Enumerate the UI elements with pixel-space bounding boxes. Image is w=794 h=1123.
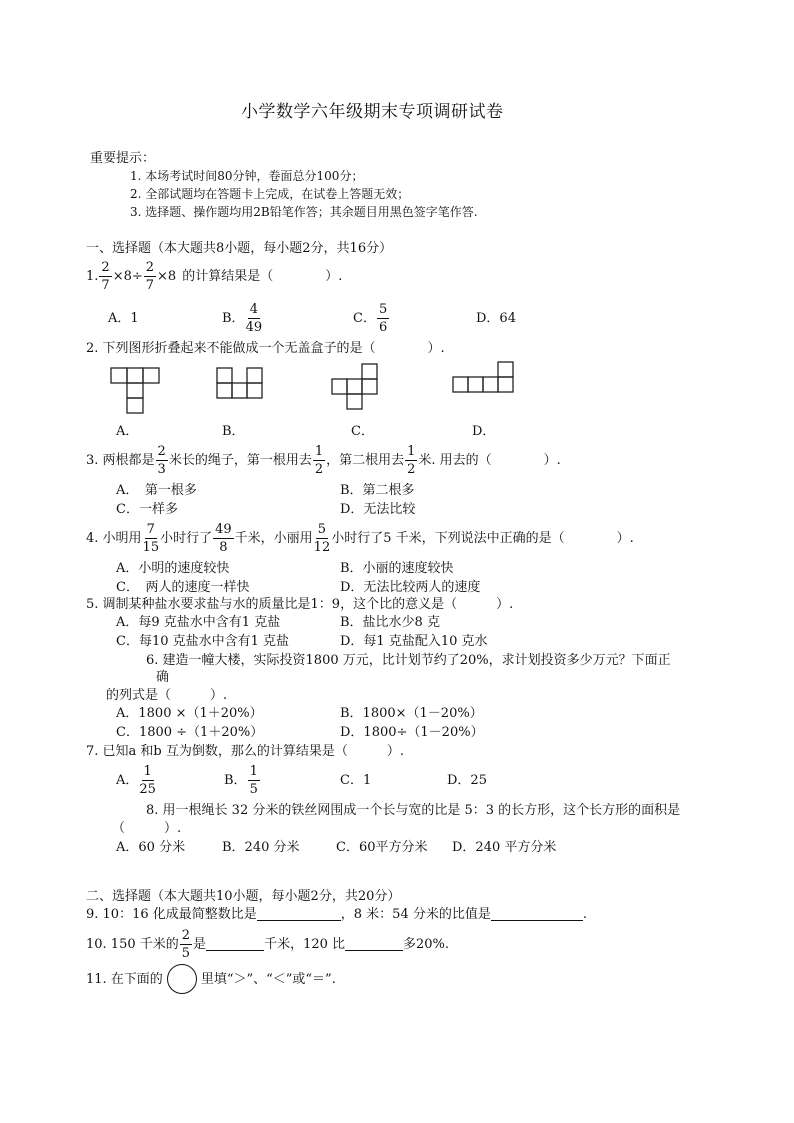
question-3-stem: 3. 两根都是 $\frac{2}{3}$ 米长的绳子，第一根用去 $\frac{1}{2}$ ，第二根用去 $\frac{1}{2}$ 米. 用去的（ ）.: [86, 443, 561, 477]
page-title: 小学数学六年级期末专项调研试卷: [241, 102, 504, 122]
net-figure-d: [450, 360, 516, 396]
compare-circle[interactable]: [167, 964, 197, 994]
option-d: D．无法比较: [340, 502, 416, 517]
fraction: $\frac{1}{2}$: [407, 443, 416, 477]
section-heading: 二、选择题（本大题共10小题，每小题2分，共20分）: [86, 889, 401, 904]
option-d: D．1800÷（1－20%）: [340, 725, 484, 740]
question-number: 1.: [86, 268, 99, 284]
question-1-stem: [86, 260, 342, 292]
option-c: C．每10 克盐水中含有1 克盐: [116, 634, 290, 649]
option-a: A．1: [108, 311, 139, 326]
option-a: A． 第一根多: [116, 483, 197, 498]
question-10-stem: 10. 150 千米的 $\frac{2}{5}$ 是 千米，120 比 多20%.: [86, 927, 450, 961]
fraction: $\frac{2}{7}$: [145, 259, 155, 293]
option-c: C．1800 ÷（1＋20%）: [116, 725, 264, 740]
option-d: D．240 平方分米: [452, 840, 557, 855]
option-b: B． $\frac{4}{49}$: [222, 301, 263, 335]
fraction: $\frac{5}{6}$: [378, 301, 388, 335]
answer-blank[interactable]: [345, 949, 403, 951]
option-c: C．一样多: [116, 502, 178, 517]
fraction: $\frac{49}{8}$: [215, 521, 232, 555]
question-2-stem: 2. 下列图形折叠起来不能做成一个无盖盒子的是（ ）.: [86, 341, 445, 356]
option-a: A．每9 克盐水中含有1 克盐: [116, 615, 281, 630]
option-d: D．64: [476, 311, 516, 326]
answer-blank[interactable]: [257, 919, 341, 921]
answer-blank[interactable]: [206, 949, 264, 951]
fraction: $\frac{1}{5}$: [249, 763, 258, 797]
option-b: B．盐比水少8 克: [340, 615, 440, 630]
fraction: $\frac{1}{2}$: [314, 443, 324, 477]
fraction: $\frac{2}{3}$: [157, 443, 166, 477]
option-b: B． $\frac{1}{5}$: [224, 763, 258, 797]
option-a: A．小明的速度较快: [116, 561, 230, 576]
question-9-stem: 9. 10：16 化成最简整数比是 ，8 米：54 分米的比值是 .: [86, 907, 587, 922]
notice-item: 1. 本场考试时间80分钟，卷面总分100分；: [130, 169, 364, 183]
math-text: ×8÷: [112, 268, 143, 284]
question-8-cont: （ ）.: [112, 821, 182, 836]
fraction: $\frac{7}{15}$: [142, 521, 160, 555]
question-11-stem: 11. 在下面的 里填“＞”、“＜”或“＝”.: [86, 964, 336, 994]
section-heading: 一、选择题（本大题共8小题，每小题2分，共16分）: [86, 241, 393, 256]
option-a: A．1800 ×（1＋20%）: [116, 706, 263, 721]
option-a: A． $\frac{1}{25}$: [116, 763, 156, 797]
net-figure-c: [329, 362, 381, 412]
option-c: C．60平方分米: [336, 840, 428, 855]
option-b: B．小丽的速度较快: [340, 561, 454, 576]
option-c: C． 两人的速度一样快: [116, 580, 250, 595]
answer-blank[interactable]: [491, 919, 583, 921]
option-a: A．: [116, 424, 139, 439]
math-text: ×8: [157, 268, 177, 284]
notice-item: 2. 全部试题均在答题卡上完成，在试卷上答题无效；: [130, 187, 410, 201]
question-text: 的计算结果是（ ）.: [182, 268, 343, 284]
option-b: B．: [222, 424, 245, 439]
question-5-stem: 5. 调制某种盐水要求盐与水的质量比是1：9，这个比的意义是（ ）.: [86, 597, 514, 612]
fraction: $\frac{5}{12}$: [313, 521, 331, 555]
question-6-stem: 6. 建造一幢大楼，实际投资1800 万元，比计划节约了20%，求计划投资多少万元？下面正: [146, 653, 671, 668]
fraction: $\frac{4}{49}$: [245, 301, 263, 335]
option-c: C．1: [340, 773, 372, 788]
fraction: $\frac{2}{5}$: [181, 927, 191, 961]
question-7-stem: 7. 已知a 和b 互为倒数，那么的计算结果是（ ）.: [86, 744, 405, 759]
question-4-stem: 4. 小明用 $\frac{7}{15}$ 小时行了 $\frac{49}{8}$ 千米，小丽用 $\frac{5}{12}$ 小时行了5 千米，下列说法中正确的是（ ）.: [86, 521, 634, 555]
option-b: B．240 分米: [222, 840, 300, 855]
option-c: C． $\frac{5}{6}$: [353, 301, 388, 335]
notice-item: 3. 选择题、操作题均用2B铅笔作答；其余题目用黑色签字笔作答.: [130, 205, 478, 219]
option-b: B．1800×（1－20%）: [340, 706, 483, 721]
option-d: D．: [472, 424, 496, 439]
option-d: D．无法比较两人的速度: [340, 580, 481, 595]
option-a: A．60 分米: [116, 840, 186, 855]
fraction: $\frac{1}{25}$: [139, 763, 156, 797]
net-figure-a: [108, 366, 162, 414]
option-d: D．每1 克盐配入10 克水: [340, 634, 488, 649]
option-c: C．: [351, 424, 374, 439]
question-6-wrap: 确: [156, 670, 170, 685]
option-b: B．第二根多: [340, 483, 415, 498]
fraction: $\frac{2}{7}$: [101, 259, 110, 293]
option-d: D．25: [447, 773, 487, 788]
notice-heading: 重要提示：: [90, 151, 156, 166]
net-figure-b: [214, 366, 266, 400]
question-8-stem: 8. 用一根绳长 32 分米的铁丝网围成一个长与宽的比是 5：3 的长方形，这个长方形的面积是: [146, 803, 681, 818]
question-6-cont: 的列式是（ ）.: [106, 688, 228, 703]
